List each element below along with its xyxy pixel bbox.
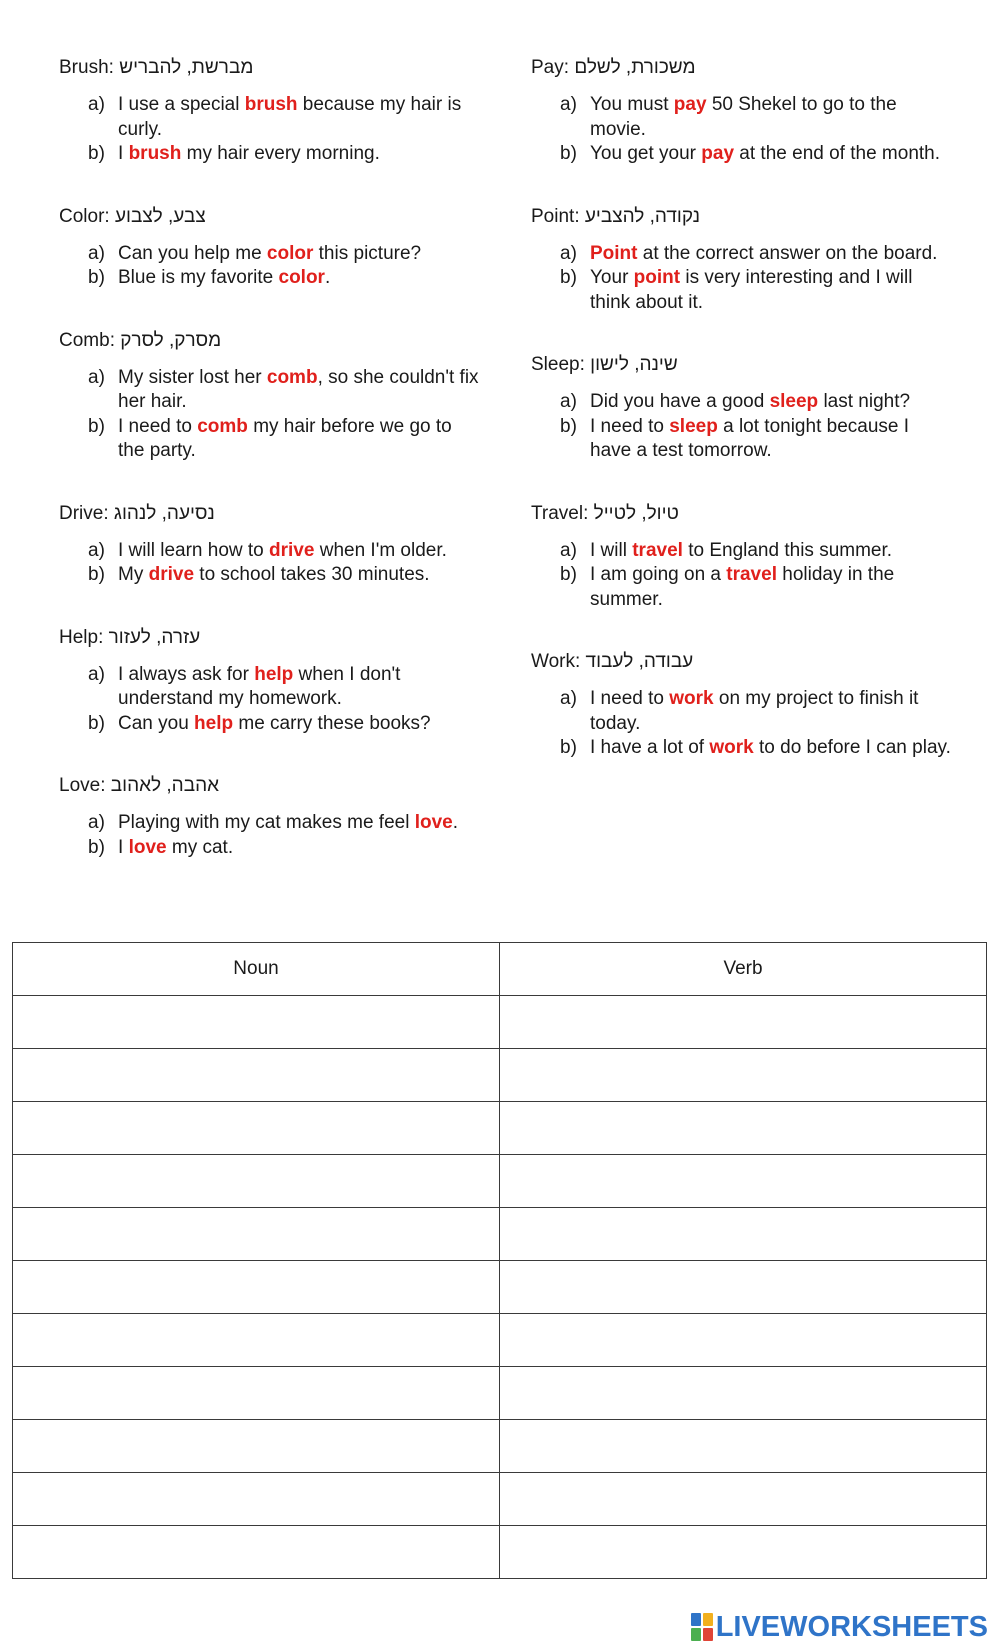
sentence-marker: a) <box>88 663 105 685</box>
sentence-text-after: 50 Shekel to go to the movie. <box>590 94 897 140</box>
sentence-marker: a) <box>88 812 105 833</box>
highlighted-keyword: sleep <box>669 415 718 437</box>
entry-header: Pay: משכורת, לשלם <box>531 57 696 78</box>
entry-header: Work: עבודה, לעבוד <box>531 651 694 672</box>
verb-answer-cell[interactable] <box>500 1261 987 1314</box>
highlighted-keyword: pay <box>701 143 735 164</box>
vocab-entry <box>531 205 951 316</box>
highlighted-keyword: color <box>278 267 325 288</box>
noun-answer-cell[interactable] <box>13 1420 500 1473</box>
logo-text: LIVEWORKSHEETS <box>715 1610 988 1643</box>
entry-header: Drive: נסיעה, לנהוג <box>59 502 215 524</box>
sentence-text-before: I need to <box>118 415 198 437</box>
table-header-row <box>13 943 987 996</box>
sentence-text-before: I need to <box>590 415 670 437</box>
example-sentence <box>531 539 951 564</box>
answer-rows <box>13 996 987 1579</box>
sentence-marker: b) <box>560 267 577 288</box>
example-sentence <box>59 93 479 142</box>
entry-hebrew-translation: אהבה, לאהוב <box>110 775 220 796</box>
liveworksheets-logo <box>691 1612 988 1642</box>
vocab-entry <box>531 56 951 167</box>
example-sentence <box>59 266 479 291</box>
verb-answer-cell[interactable] <box>500 996 987 1049</box>
sentence-marker: b) <box>88 564 105 585</box>
sentence-text-after: when I don't understand my homework. <box>118 663 401 709</box>
table-row <box>13 1314 987 1367</box>
sentence-text-before: My <box>118 564 149 585</box>
highlighted-keyword: Point <box>590 242 638 264</box>
entry-header: Travel: טיול, לטייל <box>531 502 679 524</box>
sentence-text-after: on my project to finish it today. <box>590 688 919 734</box>
sentence-text-after: . <box>324 267 331 288</box>
sentence-marker: b) <box>88 836 105 858</box>
example-sentence <box>531 415 951 464</box>
noun-answer-cell[interactable] <box>13 1208 500 1261</box>
sentence-text-before: Can you help me <box>118 242 267 264</box>
sentence-marker: b) <box>560 564 577 585</box>
noun-answer-cell[interactable] <box>13 1102 500 1155</box>
entry-word: Brush <box>59 57 109 78</box>
noun-answer-cell[interactable] <box>13 996 500 1049</box>
entry-header: Love: אהבה, לאהוב <box>59 775 220 796</box>
example-sentence <box>531 687 951 736</box>
logo-square <box>691 1613 701 1626</box>
entry-hebrew-translation: צבע, לצבוע <box>114 205 206 227</box>
table-row <box>13 1420 987 1473</box>
verb-answer-cell[interactable] <box>500 1367 987 1420</box>
sentence-marker: a) <box>560 539 577 561</box>
highlighted-keyword: travel <box>726 564 777 585</box>
highlighted-keyword: sleep <box>769 391 819 412</box>
table-row <box>13 996 987 1049</box>
verb-answer-cell[interactable] <box>500 1473 987 1526</box>
table-row <box>13 1261 987 1314</box>
sentence-text-after: my cat. <box>166 836 234 858</box>
sentence-text-before: I have a lot of <box>590 737 710 758</box>
verb-answer-cell[interactable] <box>500 1526 987 1579</box>
right-vocabulary-column <box>531 56 951 799</box>
verb-answer-cell[interactable] <box>500 1420 987 1473</box>
example-sentence <box>531 563 951 612</box>
verb-answer-cell[interactable] <box>500 1314 987 1367</box>
example-sentence <box>59 415 479 464</box>
entry-word: Sleep <box>531 354 580 375</box>
table-row <box>13 1473 987 1526</box>
sentence-text-before: Your <box>590 267 634 288</box>
entry-hebrew-translation: נסיעה, לנהוג <box>113 502 215 524</box>
entry-word: Travel <box>531 502 584 524</box>
verb-answer-cell[interactable] <box>500 1049 987 1102</box>
entry-hebrew-translation: מברשת, להבריש <box>119 57 254 78</box>
entry-word: Pay <box>531 57 564 78</box>
example-sentence <box>531 93 951 142</box>
highlighted-keyword: brush <box>244 94 298 115</box>
sentence-text-after: to do before I can play. <box>753 737 951 758</box>
entry-header: Point: נקודה, להצביע <box>531 205 701 227</box>
highlighted-keyword: point <box>633 267 681 288</box>
sentence-text-after: a lot tonight because I have a test tomorrow. <box>590 415 910 461</box>
sentence-text-before: I use a special <box>118 94 245 115</box>
highlighted-keyword: comb <box>266 366 318 388</box>
vocab-entry <box>59 329 479 464</box>
example-sentence <box>531 266 951 315</box>
sentence-text-before: Did you have a good <box>590 391 770 412</box>
table-row <box>13 1102 987 1155</box>
sentence-text-before: I am going on a <box>590 564 727 585</box>
sentence-marker: b) <box>88 712 105 734</box>
noun-answer-cell[interactable] <box>13 1367 500 1420</box>
entry-word: Drive <box>59 502 104 524</box>
sentence-text-after: my hair every morning. <box>181 143 380 164</box>
sentence-text-before: You must <box>590 94 674 115</box>
example-sentence <box>59 142 479 167</box>
sentence-marker: b) <box>88 143 105 164</box>
sentence-text-after: to school takes 30 minutes. <box>194 564 430 585</box>
sentence-marker: a) <box>560 242 577 264</box>
example-sentence <box>531 390 951 415</box>
entry-hebrew-translation: מסרק, לסרק <box>120 329 222 351</box>
entry-hebrew-translation: עזרה, לעזור <box>108 626 201 648</box>
sentence-marker: a) <box>560 94 577 115</box>
entry-header: Help: עזרה, לעזור <box>59 626 201 648</box>
verb-answer-cell[interactable] <box>500 1208 987 1261</box>
sentence-text-before: I <box>118 143 129 164</box>
sentence-text-before: Blue is my favorite <box>118 267 279 288</box>
sentence-text-after: my hair before we go to the party. <box>118 415 452 461</box>
sentence-marker: a) <box>560 688 577 709</box>
highlighted-keyword: comb <box>197 415 248 437</box>
sentence-text-after: is very interesting and I will think about it. <box>590 267 913 313</box>
entry-word: Comb <box>59 329 110 351</box>
sentence-text-before: I <box>118 836 129 858</box>
logo-square <box>691 1628 701 1641</box>
example-sentence <box>531 242 951 267</box>
highlighted-keyword: pay <box>673 94 707 115</box>
sentence-marker: a) <box>88 366 105 388</box>
noun-verb-table <box>12 942 987 1579</box>
entry-hebrew-translation: משכורת, לשלם <box>574 57 696 78</box>
example-sentence <box>531 736 951 761</box>
highlighted-keyword: love <box>128 836 167 858</box>
noun-answer-cell[interactable] <box>13 1155 500 1208</box>
logo-grid-icon <box>691 1613 713 1641</box>
noun-answer-cell[interactable] <box>13 1526 500 1579</box>
vocab-entry <box>59 205 479 291</box>
table-row <box>13 1208 987 1261</box>
sentence-marker: b) <box>560 415 577 437</box>
sentence-text-after: when I'm older. <box>314 539 447 561</box>
sentence-text-before: I always ask for <box>118 663 255 685</box>
entry-hebrew-translation: נקודה, להצביע <box>584 205 701 227</box>
entry-header: Comb: מסרק, לסרק <box>59 329 222 351</box>
noun-answer-cell[interactable] <box>13 1473 500 1526</box>
sentence-marker: b) <box>560 737 577 758</box>
logo-square <box>703 1628 713 1641</box>
example-sentence <box>59 563 479 588</box>
sentence-text-after: last night? <box>818 391 911 412</box>
example-sentence <box>59 366 479 415</box>
highlighted-keyword: drive <box>148 564 195 585</box>
sentence-marker: b) <box>88 267 105 288</box>
entry-word: Work <box>531 651 575 672</box>
vocab-entry <box>59 626 479 737</box>
sentence-text-before: My sister lost her <box>118 366 267 388</box>
sentence-text-after: because my hair is curly. <box>118 94 462 140</box>
entry-word: Point <box>531 205 575 227</box>
highlighted-keyword: brush <box>128 143 182 164</box>
sentence-text-after: to England this summer. <box>682 539 893 561</box>
left-vocabulary-column <box>59 56 479 898</box>
sentence-text-before: You get your <box>590 143 702 164</box>
sentence-text-after: this picture? <box>313 242 422 264</box>
logo-square <box>703 1613 713 1626</box>
table-row <box>13 1049 987 1102</box>
vocab-entry <box>531 353 951 464</box>
example-sentence <box>59 242 479 267</box>
noun-answer-cell[interactable] <box>13 1049 500 1102</box>
highlighted-keyword: help <box>194 712 234 734</box>
verb-answer-cell[interactable] <box>500 1155 987 1208</box>
sentence-text-before: I need to <box>590 688 670 709</box>
entry-header: Color: צבע, לצבוע <box>59 205 206 227</box>
entry-hebrew-translation: עבודה, לעבוד <box>585 651 694 672</box>
example-sentence <box>59 712 479 737</box>
sentence-text-after: , so she couldn't fix her hair. <box>118 366 479 412</box>
sentence-text-after: at the correct answer on the board. <box>637 242 938 264</box>
sentence-text-after: holiday in the summer. <box>590 564 895 610</box>
sentence-marker: a) <box>88 242 105 264</box>
table-row <box>13 1526 987 1579</box>
example-sentence <box>59 539 479 564</box>
table-row <box>13 1155 987 1208</box>
entry-header: Brush: מברשת, להבריש <box>59 57 254 78</box>
vocab-entry <box>59 774 479 860</box>
highlighted-keyword: love <box>414 812 453 833</box>
sentence-marker: a) <box>560 391 577 412</box>
example-sentence <box>59 836 479 861</box>
entry-word: Help <box>59 626 99 648</box>
sentence-marker: a) <box>88 94 105 115</box>
highlighted-keyword: help <box>254 663 294 685</box>
sentence-marker: b) <box>88 415 105 437</box>
highlighted-keyword: color <box>266 242 314 264</box>
sentence-text-before: I will learn how to <box>118 539 270 561</box>
highlighted-keyword: travel <box>632 539 683 561</box>
sentence-text-after: . <box>452 812 459 833</box>
sentence-marker: b) <box>560 143 577 164</box>
entry-hebrew-translation: טיול, לטייל <box>593 502 679 524</box>
entry-hebrew-translation: שינה, לישון <box>590 354 678 375</box>
entry-header: Sleep: שינה, לישון <box>531 354 678 375</box>
vocab-entry <box>531 650 951 761</box>
example-sentence <box>59 811 479 836</box>
sentence-marker: a) <box>88 539 105 561</box>
example-sentence <box>531 142 951 167</box>
verb-column-header: Verb <box>500 943 987 996</box>
example-sentence <box>59 663 479 712</box>
sentence-text-before: Playing with my cat makes me feel <box>118 812 415 833</box>
entry-word: Love <box>59 775 101 796</box>
vocab-entry <box>59 502 479 588</box>
sentence-text-after: me carry these books? <box>233 712 431 734</box>
table-row <box>13 1367 987 1420</box>
vocab-entry <box>531 502 951 613</box>
noun-answer-cell[interactable] <box>13 1261 500 1314</box>
highlighted-keyword: work <box>709 737 754 758</box>
sentence-text-before: Can you <box>118 712 195 734</box>
vocab-entry <box>59 56 479 167</box>
noun-column-header: Noun <box>13 943 500 996</box>
highlighted-keyword: work <box>669 688 714 709</box>
noun-answer-cell[interactable] <box>13 1314 500 1367</box>
highlighted-keyword: drive <box>269 539 315 561</box>
verb-answer-cell[interactable] <box>500 1102 987 1155</box>
sentence-text-after: at the end of the month. <box>734 143 941 164</box>
sentence-text-before: I will <box>590 539 633 561</box>
entry-word: Color <box>59 205 105 227</box>
